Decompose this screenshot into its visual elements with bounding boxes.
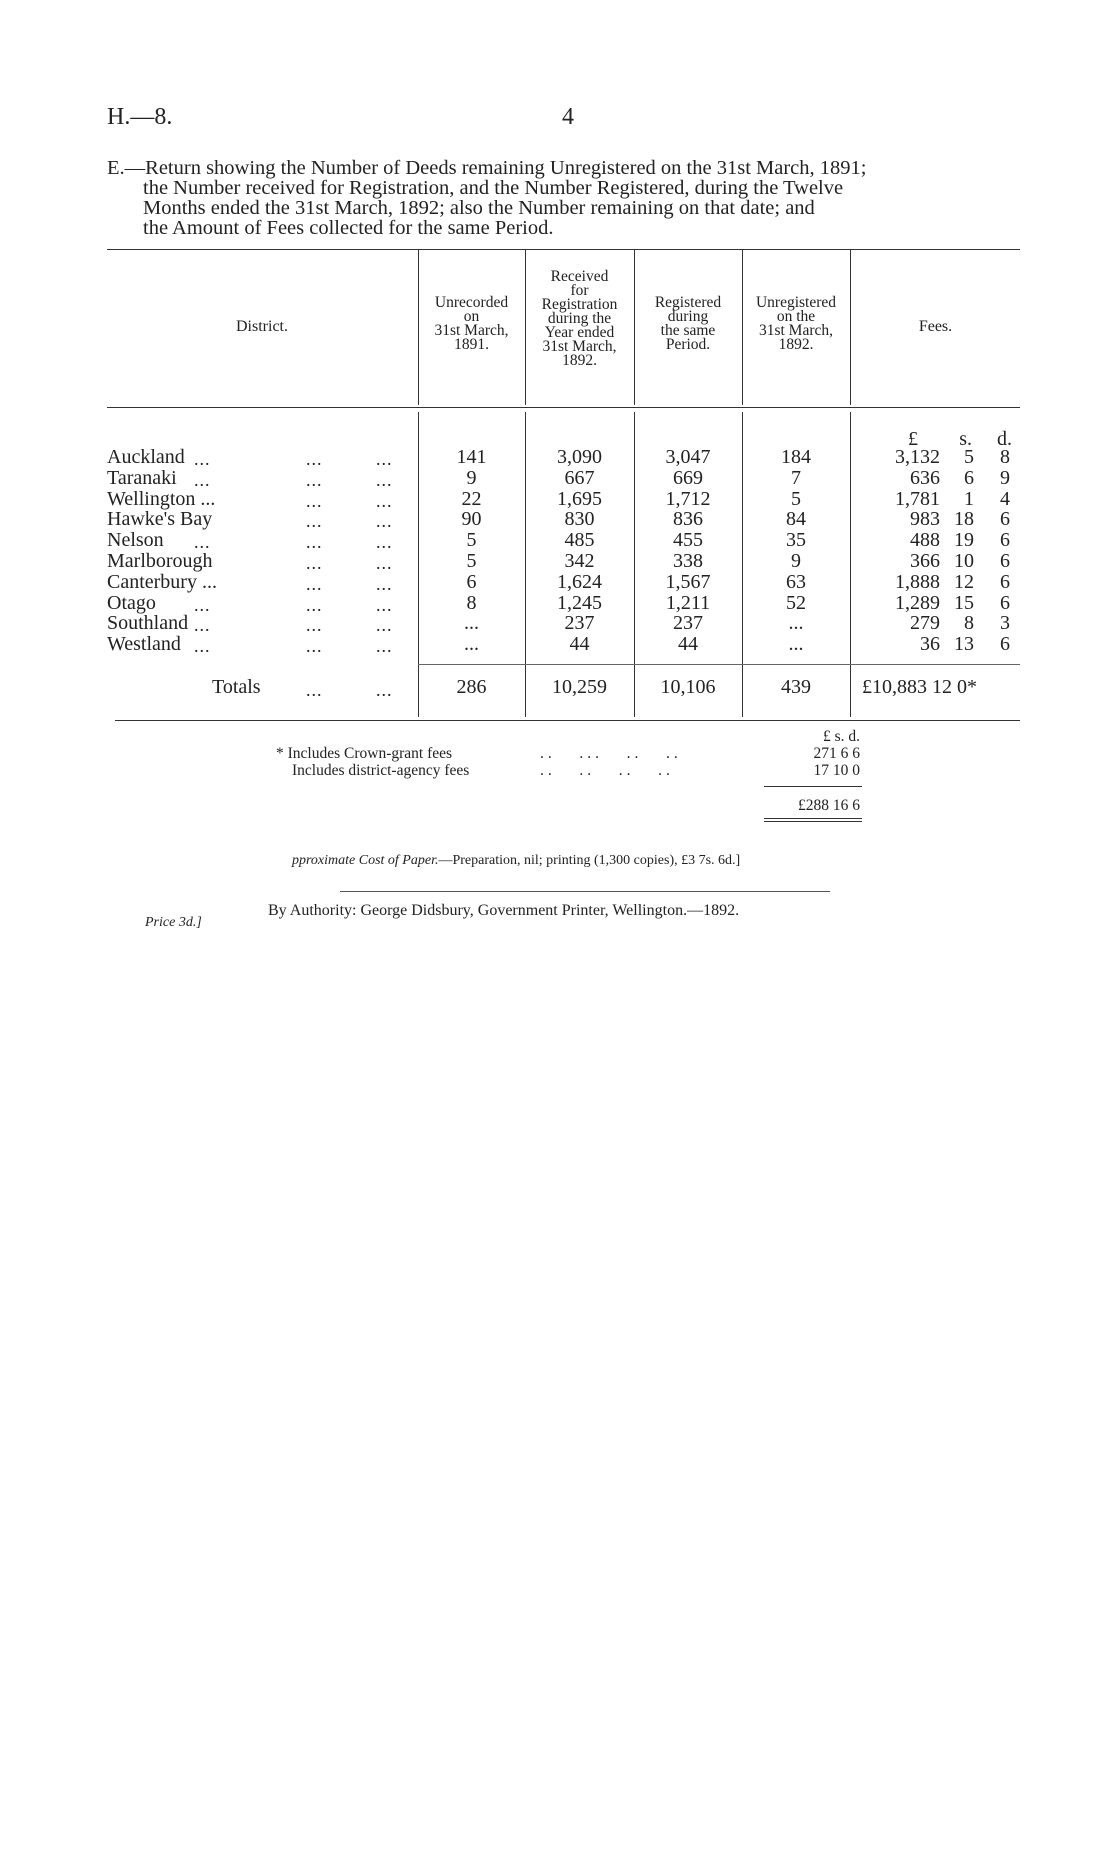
totals-dots: ... xyxy=(306,680,323,700)
table-title xyxy=(107,158,1015,238)
price-note: Price 3d.] xyxy=(145,915,202,930)
leader-dots: ... xyxy=(306,449,323,469)
header-line: 31st March, xyxy=(542,338,617,355)
document-code: H.—8. xyxy=(107,104,173,130)
col-divider xyxy=(850,412,851,717)
leader-dots: ... xyxy=(306,469,323,490)
district-name: Southland xyxy=(107,612,189,635)
footnote-crown-grant-value: 271 6 6 xyxy=(813,745,860,762)
cell-fees-shillings: 19 xyxy=(954,529,974,552)
district-name: Canterbury ... xyxy=(107,570,217,593)
totals-label: Totals xyxy=(212,676,261,698)
cell-registered: 338 xyxy=(673,550,703,572)
header-line: during xyxy=(667,308,709,325)
cell-received: 1,245 xyxy=(557,591,602,614)
header-unrecorded xyxy=(418,296,525,352)
cell-registered: 44 xyxy=(678,633,698,656)
leader-dots: ... xyxy=(376,532,393,553)
cell-fees-shillings: 10 xyxy=(954,550,974,572)
table-top-rule xyxy=(107,249,1020,250)
cell-unrecorded: 141 xyxy=(456,446,487,468)
header-line: Registered xyxy=(654,294,722,311)
cell-unregistered: 35 xyxy=(786,529,806,552)
leader-dots: ... xyxy=(194,636,211,657)
district-name: Hawke's Bay xyxy=(107,508,213,531)
cell-fees-pence: 4 xyxy=(1000,487,1010,510)
cell-unrecorded: 5 xyxy=(466,529,477,552)
footnote-district-agency-value: 17 10 0 xyxy=(813,762,860,779)
table-bottom-rule xyxy=(115,720,1020,721)
leader-dots: ... xyxy=(306,636,323,657)
cell-registered: 669 xyxy=(673,466,703,489)
header-line: 1892. xyxy=(778,336,814,353)
leader-dots: ... xyxy=(376,490,393,511)
cell-received: 1,624 xyxy=(557,570,602,593)
cell-unregistered: 184 xyxy=(781,446,811,468)
cell-fees-shillings: 1 xyxy=(964,487,974,510)
cell-received: 485 xyxy=(564,529,595,552)
leader-dots: ... xyxy=(306,594,323,615)
district-name: Taranaki xyxy=(107,466,177,489)
cell-unregistered: 9 xyxy=(791,550,801,572)
footnote-dots: .. .. .. .. xyxy=(540,762,674,779)
pence-unit: d. xyxy=(997,428,1012,450)
shillings-unit: s. xyxy=(959,428,972,450)
cell-unregistered: ... xyxy=(788,633,804,656)
header-line: the same xyxy=(660,322,716,339)
footnote-units: £ s. d. xyxy=(822,728,860,745)
cell-unrecorded: 9 xyxy=(466,466,477,489)
cost-note-italic: pproximate Cost of Paper. xyxy=(292,853,439,868)
leader-dots: ... xyxy=(376,615,393,636)
cell-received: 44 xyxy=(569,633,590,656)
cell-unrecorded: 90 xyxy=(461,508,482,531)
cell-registered: 455 xyxy=(673,529,703,552)
leader-dots: ... xyxy=(306,553,323,573)
cell-registered: 1,712 xyxy=(665,487,711,510)
cell-fees-pence: 6 xyxy=(1000,550,1010,572)
cell-unrecorded: ... xyxy=(464,633,479,656)
header-line: Unregistered xyxy=(755,294,837,311)
cell-registered: 1,567 xyxy=(665,570,711,593)
cell-fees-shillings: 5 xyxy=(964,446,974,468)
cell-fees-pence: 8 xyxy=(1000,446,1010,468)
leader-dots: ... xyxy=(376,553,393,573)
cell-received: 237 xyxy=(564,612,595,635)
page-number: 4 xyxy=(562,104,574,130)
leader-dots: ... xyxy=(376,449,393,469)
cell-fees-pence: 6 xyxy=(1000,633,1010,656)
cell-fees-pence: 9 xyxy=(1000,466,1010,489)
leader-dots: ... xyxy=(194,615,211,636)
leader-dots: ... xyxy=(306,511,323,532)
cell-fees-pence: 6 xyxy=(1000,591,1010,614)
totals-fees: £10,883 12 0* xyxy=(862,676,977,698)
leader-dots: ... xyxy=(306,615,323,636)
header-line: 1891. xyxy=(454,336,489,353)
title-line-2: the Number received for Registration, and the Number Registered, during the Twelve xyxy=(143,177,844,199)
cell-unregistered: 52 xyxy=(786,591,806,614)
leader-dots: ... xyxy=(306,532,323,553)
leader-dots: ... xyxy=(376,469,393,490)
title-line-3: Months ended the 31st March, 1892; also the Number remaining on that date; and xyxy=(143,197,815,219)
cell-unrecorded: 22 xyxy=(461,487,482,510)
cell-fees-pounds: 636 xyxy=(910,466,940,489)
authority-line: By Authority: George Didsbury, Government Printer, Wellington.—1892. xyxy=(268,902,740,919)
leader-dots: ... xyxy=(376,594,393,615)
leader-dots: ... xyxy=(376,573,393,594)
header-line: during the xyxy=(547,310,612,327)
district-name: Otago xyxy=(107,591,156,614)
leader-dots: ... xyxy=(194,532,211,553)
cell-fees-shillings: 13 xyxy=(954,633,974,656)
cell-unregistered: 84 xyxy=(786,508,806,531)
cell-fees-pounds: 36 xyxy=(920,633,940,656)
cell-fees-pounds: 3,132 xyxy=(895,446,940,468)
cell-fees-shillings: 18 xyxy=(954,508,974,531)
title-line-1: E.—Return showing the Number of Deeds remaining Unregistered on the 31st March, 1891; xyxy=(107,157,867,179)
totals-rule xyxy=(418,664,1020,665)
cost-note-rest: —Preparation, nil; printing (1,300 copies), £3 7s. 6d.] xyxy=(438,853,741,868)
header-unregistered xyxy=(742,296,850,352)
cell-registered: 836 xyxy=(673,508,703,531)
pounds-unit: £ xyxy=(908,428,918,450)
cell-fees-shillings: 15 xyxy=(954,591,974,614)
cell-received: 342 xyxy=(564,550,595,572)
district-name: Wellington ... xyxy=(107,487,216,510)
cell-unregistered: 5 xyxy=(791,487,801,510)
district-name: Nelson xyxy=(107,529,164,552)
cell-unrecorded: 6 xyxy=(466,570,477,593)
header-line: 31st March, xyxy=(434,322,509,339)
header-bottom-rule xyxy=(107,407,1020,408)
cell-fees-pounds: 366 xyxy=(910,550,940,572)
cell-fees-shillings: 8 xyxy=(964,612,974,635)
district-name: Auckland xyxy=(107,446,185,468)
header-line: on the xyxy=(776,308,816,325)
cost-note xyxy=(292,853,740,869)
authority-rule xyxy=(340,891,830,892)
totals-unregistered: 439 xyxy=(781,676,811,698)
title-line-4: the Amount of Fees collected for the same Period. xyxy=(143,217,554,239)
header-line: Registration xyxy=(541,296,618,313)
footnote-double-rule-1 xyxy=(764,818,862,819)
cell-fees-pounds: 488 xyxy=(910,529,940,552)
cell-unregistered: 7 xyxy=(791,466,801,489)
cell-fees-pence: 6 xyxy=(1000,529,1010,552)
header-line: Unrecorded xyxy=(434,294,509,311)
cell-fees-pence: 6 xyxy=(1000,570,1010,593)
header-district: District. xyxy=(236,318,288,335)
footnote-sum-rule xyxy=(764,786,862,787)
cell-fees-shillings: 12 xyxy=(954,570,974,593)
cell-fees-pence: 6 xyxy=(1000,508,1010,531)
cell-unrecorded: 5 xyxy=(466,550,477,572)
header-line: on xyxy=(463,308,480,325)
header-registered xyxy=(634,296,742,352)
cell-received: 667 xyxy=(564,466,595,489)
cell-fees-pounds: 1,781 xyxy=(895,487,940,510)
cell-fees-shillings: 6 xyxy=(964,466,974,489)
header-line: for xyxy=(570,282,589,299)
header-line: Year ended xyxy=(544,324,615,341)
cell-fees-pence: 3 xyxy=(1000,612,1010,635)
cell-unrecorded: ... xyxy=(464,612,479,635)
cell-received: 830 xyxy=(564,508,595,531)
header-line: Received xyxy=(550,268,609,285)
leader-dots: ... xyxy=(376,636,393,657)
totals-received: 10,259 xyxy=(552,676,607,698)
leader-dots: ... xyxy=(194,594,211,615)
header-line: 1892. xyxy=(562,352,597,369)
footnote-dots: .. ... .. .. xyxy=(540,745,682,762)
totals-registered: 10,106 xyxy=(660,676,716,698)
leader-dots: ... xyxy=(376,511,393,532)
district-name: Westland xyxy=(107,633,181,656)
header-fees: Fees. xyxy=(918,318,953,335)
footnote-crown-grant-label: * Includes Crown-grant fees xyxy=(276,745,453,762)
cell-fees-pounds: 1,289 xyxy=(895,591,940,614)
cell-fees-pounds: 279 xyxy=(910,612,940,635)
footnote-total: £288 16 6 xyxy=(798,797,860,814)
leader-dots: ... xyxy=(194,449,211,469)
cell-fees-pounds: 1,888 xyxy=(895,570,940,593)
leader-dots: ... xyxy=(194,469,211,490)
district-name: Marlborough xyxy=(107,550,213,572)
totals-dots: ... xyxy=(376,680,393,700)
cell-received: 3,090 xyxy=(557,446,602,468)
leader-dots: ... xyxy=(306,490,323,511)
cell-unregistered: 63 xyxy=(786,570,806,593)
cell-fees-pounds: 983 xyxy=(910,508,940,531)
cell-registered: 1,211 xyxy=(665,591,711,614)
header-received xyxy=(525,270,634,368)
footnote-district-agency-label: Includes district-agency fees xyxy=(292,762,470,779)
footnote-double-rule-2 xyxy=(764,821,862,822)
leader-dots: ... xyxy=(306,573,323,594)
cell-unrecorded: 8 xyxy=(466,591,477,614)
cell-received: 1,695 xyxy=(557,487,602,510)
cell-unregistered: ... xyxy=(788,612,804,635)
cell-registered: 3,047 xyxy=(665,446,711,468)
header-line: 31st March, xyxy=(758,322,834,339)
header-line: Period. xyxy=(665,336,711,353)
cell-registered: 237 xyxy=(673,612,703,635)
totals-unrecorded: 286 xyxy=(456,676,487,698)
